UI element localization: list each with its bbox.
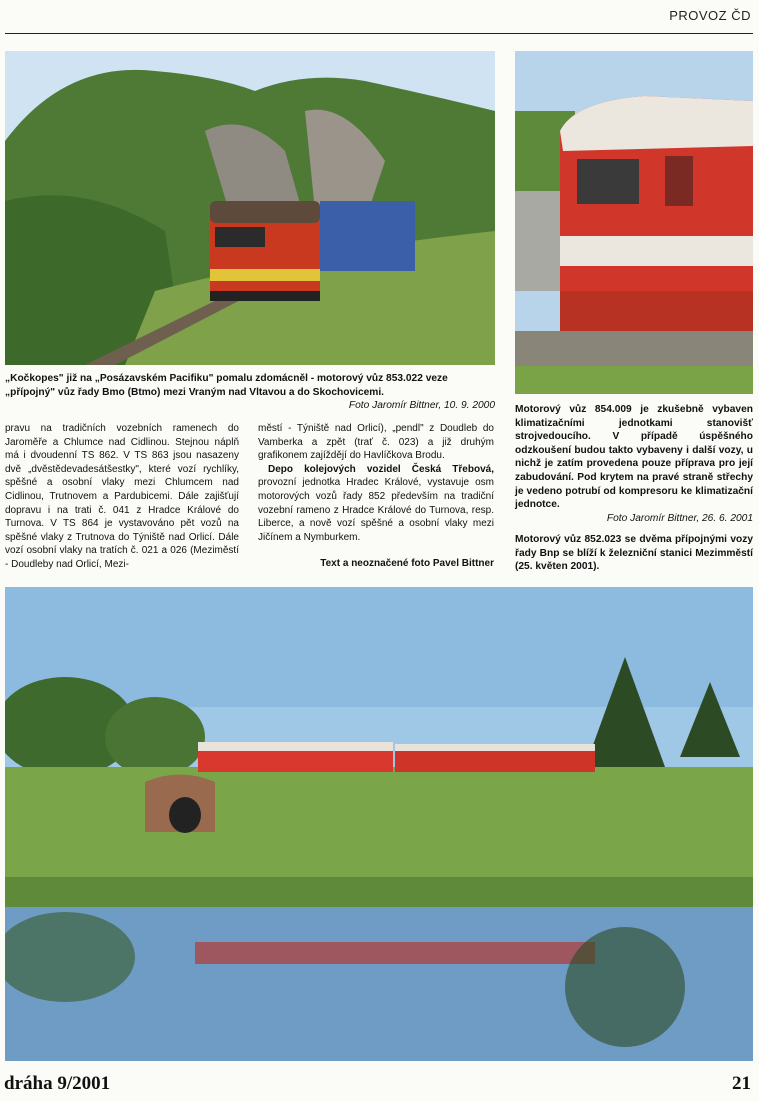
caption-right-credit: Foto Jaromír Bittner, 26. 6. 2001 — [606, 512, 753, 524]
page-number: 21 — [732, 1073, 751, 1094]
magazine-issue: dráha 9/2001 — [4, 1073, 111, 1094]
caption-main-text: „Kočkopes" již na „Posázavském Pacifiku" pomalu zdomácněl - motorový vůz 853.022 veze „přípojný" vůz řady Bmo (Btmo) mezi Vraným nad Vltavou a do Skochovicemi. — [5, 373, 448, 398]
body-column-2 — [258, 422, 494, 544]
depot-heading: Depo kolejových vozidel Česká Třebová, — [268, 463, 494, 475]
photo-top-right — [515, 51, 753, 394]
caption-main-credit: Foto Jaromír Bittner, 10. 9. 2000 — [348, 400, 495, 412]
header-rule — [5, 33, 753, 34]
caption-bottom-text: Motorový vůz 852.023 se dvěma přípojnými vozy řady Bnp se blíží k železniční stanici Mezimměstí (25. květen 2001). — [515, 534, 753, 573]
photo-bottom — [5, 587, 753, 1061]
caption-main — [5, 372, 495, 413]
article-signature: Text a neoznačené foto Pavel Bittner — [320, 558, 494, 569]
photo-top-left — [5, 51, 495, 365]
caption-right — [515, 403, 753, 525]
caption-bottom — [515, 533, 753, 574]
body-paragraph: provozní jednotka Hradec Králové, vystavuje osm motorových vozů řady 852 především na tradiční vozební rameno z Hradce Králové do Turnova, resp. Liberce, a nově vozí spěšné a osobní vlaky mezi Jičínem a Nymburkem. — [258, 477, 494, 543]
caption-right-text: Motorový vůz 854.009 je zkušebně vybaven klimatizačními jednotkami stanovišť strojvedoucího. V případě úspěšného odzkoušení budou takto vybaveny i další vozy, u nichž je zatím provedena pouze příprava pro její zabudování. Pod krytem na pravé straně střechy je vedeno potrubí od kompresoru ke klimatizační jednotce. — [515, 404, 753, 511]
body-column-1 — [5, 422, 239, 572]
section-label: PROVOZ ČD — [669, 8, 751, 23]
body-paragraph: pravu na tradičních vozebních ramenech do Jaroměře a Chlumce nad Cidlinou. Stejnou náplň má i dvoudenní TS 862. V TS 863 jsou nasazeny dvě „dvěstědevadesátšestky", které vozí rychlíky, spěšné a osobní vlaky mezi Chlumcem nad Cidlinou, Trutnovem a Pardubicemi. Dále zajišťují dopravu i na trati č. 041 z Hradce Králové do Turnova. V TS 864 je vystavováno pět vozů na spěšné vlaky z Trutnova do Týniště nad Orlicí. Dále vozí osobní vlaky na tratích č. 021 a 026 (Meziměstí - Doudleby nad Orlicí, Mezi- — [5, 423, 239, 570]
body-paragraph: městí - Týniště nad Orlicí), „pendl" z Doudleb do Vamberka a zpět (trať č. 023) a již druhým grafikonem zajíždějí do Havlíčkova Brodu. — [258, 423, 494, 462]
